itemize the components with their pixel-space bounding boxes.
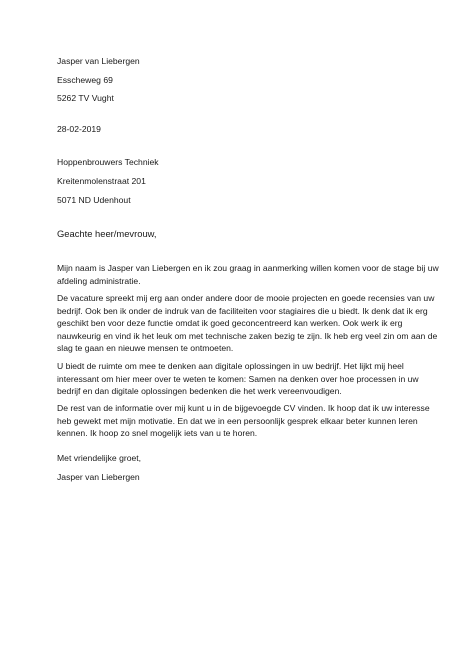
sender-street: Esscheweg 69	[57, 75, 113, 85]
paragraph-line: bedrijf en dan digitale oplossingen bedenken die het werk vereenvoudigen.	[57, 386, 342, 397]
body-paragraph-3	[57, 360, 419, 398]
paragraph-line: De rest van de informatie over mij kunt u in de bijgevoegde CV vinden. Ik hoop dat ik uw interesse	[57, 403, 430, 413]
letter-date: 28-02-2019	[57, 124, 101, 134]
paragraph-line: slag te gaan en nieuwe mensen te ontmoeten.	[57, 343, 234, 354]
paragraph-line: geschikt ben voor deze functie omdat ik goed geconcentreerd kan werken. Ook werk ik erg	[57, 318, 403, 329]
paragraph-line: De vacature spreekt mij erg aan onder andere door de mooie projecten en goede recensies van uw	[57, 293, 435, 303]
paragraph-line: nauwkeurig en vind ik het leuk om met technische zaken bezig te zijn. Ik heb erg veel zin om aan de	[57, 330, 438, 341]
sender-city: 5262 TV Vught	[57, 93, 114, 103]
signature-name: Jasper van Liebergen	[57, 472, 140, 482]
paragraph-line: kennen. Ik hoop zo snel mogelijk iets van u te horen.	[57, 428, 258, 439]
paragraph-line: heb gewekt met mijn motivatie. En dat we in een persoonlijk gesprek elkaar beter kunnen leren	[57, 415, 418, 426]
salutation: Geachte heer/mevrouw,	[57, 228, 157, 239]
recipient-city: 5071 ND Udenhout	[57, 195, 131, 205]
sender-name: Jasper van Liebergen	[57, 56, 140, 66]
closing: Met vriendelijke groet,	[57, 453, 142, 463]
recipient-company: Hoppenbrouwers Techniek	[57, 157, 159, 167]
paragraph-line: bedrijf. Ook ben ik onder de indruk van de faciliteiten voor stagiaires die u biedt. Ik denk dat ik erg	[57, 305, 428, 316]
recipient-street: Kreitenmolenstraat 201	[57, 176, 146, 186]
paragraph-line: Mijn naam is Jasper van Liebergen en ik zou graag in aanmerking willen komen voor de stage bij uw	[57, 263, 439, 273]
paragraph-line: U biedt de ruimte om mee te denken aan digitale oplossingen in uw bedrijf. Het lijkt mij heel	[57, 361, 404, 371]
paragraph-line: afdeling administratie.	[57, 275, 141, 286]
body-paragraph-1	[57, 262, 439, 287]
body-paragraph-2	[57, 292, 438, 355]
paragraph-line: interessant om hier meer over te weten te komen: Samen na denken over hoe processen in uw	[57, 373, 419, 384]
body-paragraph-4	[57, 402, 430, 440]
